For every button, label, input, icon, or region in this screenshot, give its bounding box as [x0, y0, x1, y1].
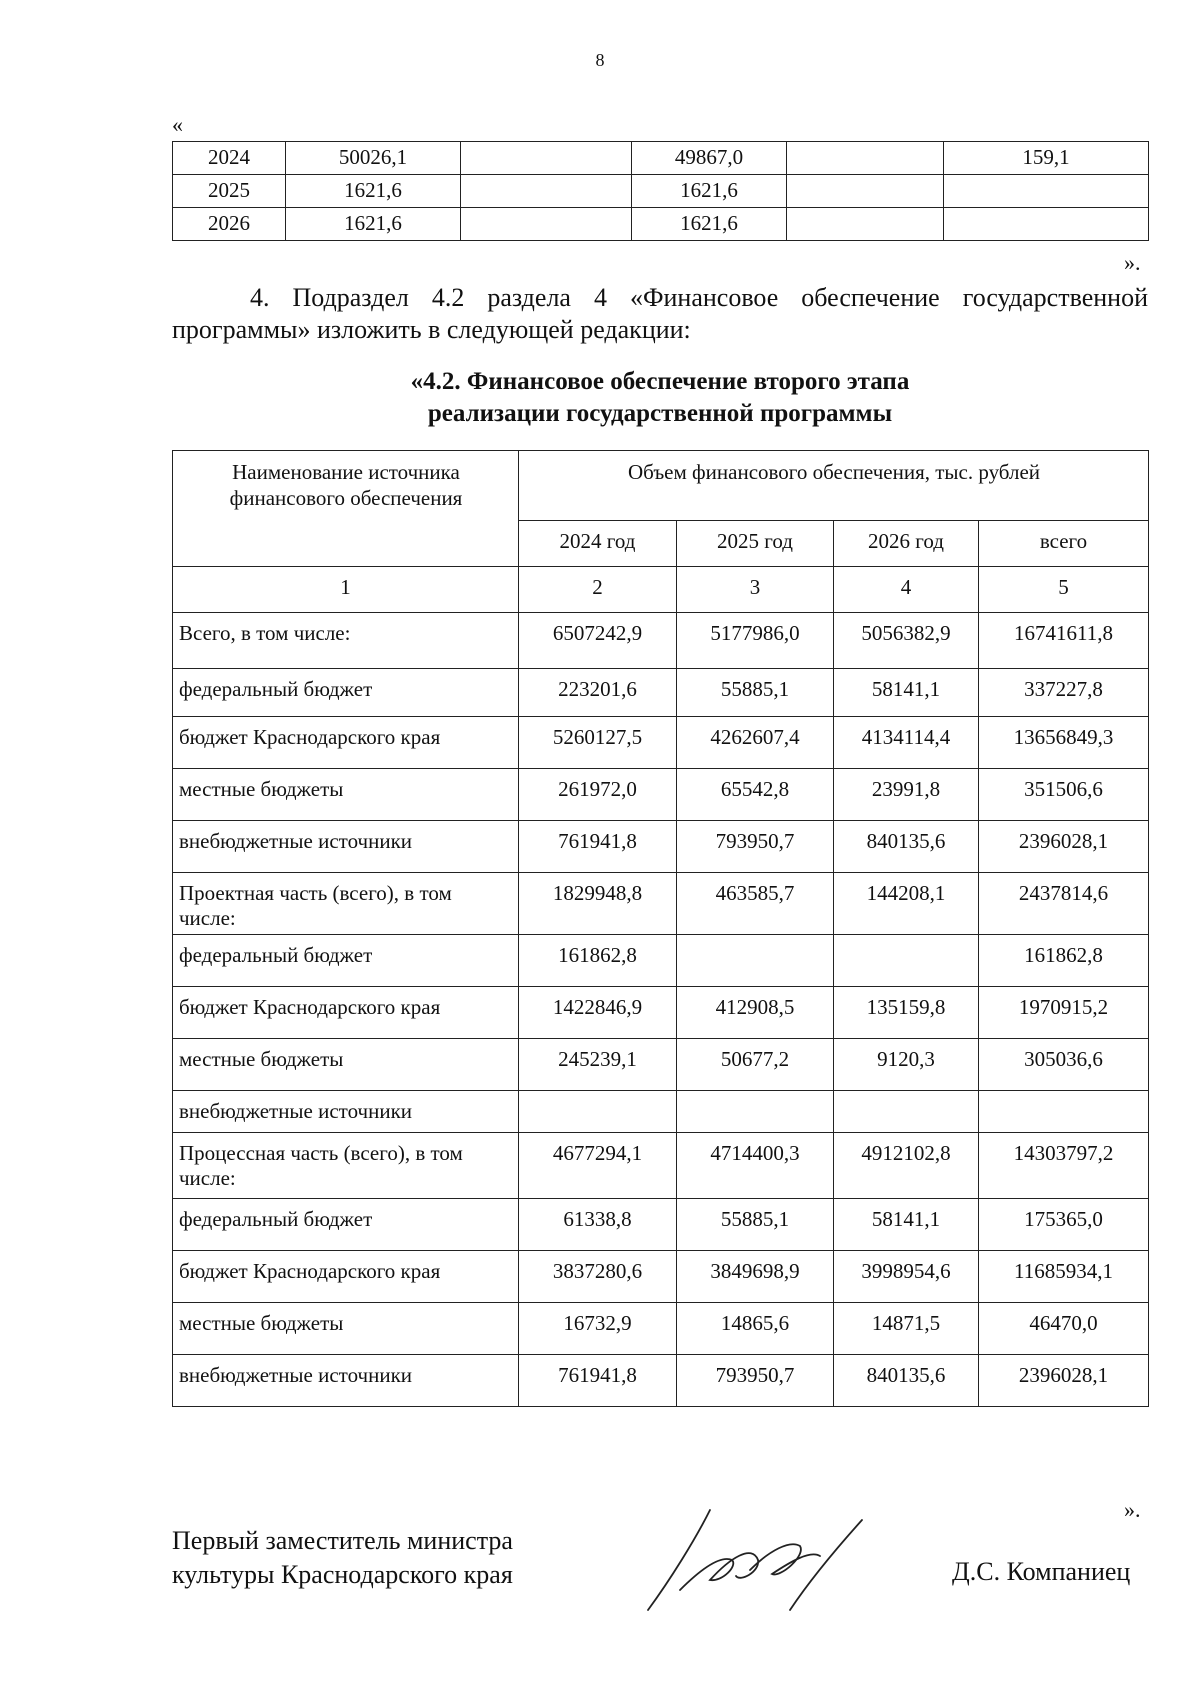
table-row — [173, 1039, 1149, 1091]
handwritten-signature — [640, 1500, 870, 1620]
signatory-name: Д.С. Компаниец — [952, 1557, 1131, 1586]
value-cell: 50677,2 — [677, 1039, 834, 1091]
value-cell — [677, 1091, 834, 1133]
table-cell — [787, 208, 944, 241]
value-cell: 1422846,9 — [519, 987, 677, 1039]
row-label: федеральный бюджет — [173, 935, 519, 987]
table-cell: 1621,6 — [286, 208, 461, 241]
value-cell: 55885,1 — [677, 669, 834, 717]
value-cell: 245239,1 — [519, 1039, 677, 1091]
table-cell — [461, 142, 632, 175]
value-cell — [677, 935, 834, 987]
value-cell: 5177986,0 — [677, 613, 834, 669]
value-cell: 1829948,8 — [519, 873, 677, 935]
header-source: Наименование источника финансового обеспечения — [173, 451, 519, 567]
value-cell: 16741611,8 — [979, 613, 1149, 669]
value-cell: 4714400,3 — [677, 1133, 834, 1199]
signatory-title-line-2: культуры Краснодарского края — [172, 1560, 513, 1589]
table-cell: 50026,1 — [286, 142, 461, 175]
value-cell: 2396028,1 — [979, 821, 1149, 873]
table-row — [173, 769, 1149, 821]
value-cell — [979, 1091, 1149, 1133]
value-cell: 6507242,9 — [519, 613, 677, 669]
heading-line-1: «4.2. Финансовое обеспечение второго этапа — [410, 368, 910, 395]
value-cell — [834, 935, 979, 987]
table-cell: 49867,0 — [632, 142, 787, 175]
column-number: 4 — [834, 567, 979, 613]
value-cell: 13656849,3 — [979, 717, 1149, 769]
financing-table — [172, 450, 1149, 1407]
row-label: местные бюджеты — [173, 1303, 519, 1355]
value-cell: 1970915,2 — [979, 987, 1149, 1039]
section-heading — [172, 366, 1148, 430]
table-cell: 1621,6 — [286, 175, 461, 208]
column-number: 2 — [519, 567, 677, 613]
table-row — [173, 1133, 1149, 1199]
value-cell: 58141,1 — [834, 1199, 979, 1251]
value-cell: 175365,0 — [979, 1199, 1149, 1251]
table-cell: 1621,6 — [632, 208, 787, 241]
table-row — [173, 669, 1149, 717]
value-cell: 3998954,6 — [834, 1251, 979, 1303]
table-cell — [787, 175, 944, 208]
value-cell: 65542,8 — [677, 769, 834, 821]
row-label: внебюджетные источники — [173, 1091, 519, 1133]
value-cell: 840135,6 — [834, 1355, 979, 1407]
table-cell — [787, 142, 944, 175]
row-label: бюджет Краснодарского края — [173, 987, 519, 1039]
value-cell: 23991,8 — [834, 769, 979, 821]
signatory-title — [172, 1524, 513, 1592]
table-row — [173, 873, 1149, 935]
column-number-row — [173, 567, 1149, 613]
value-cell: 161862,8 — [979, 935, 1149, 987]
value-cell: 223201,6 — [519, 669, 677, 717]
value-cell: 46470,0 — [979, 1303, 1149, 1355]
table-row — [173, 208, 1149, 241]
table-cell — [944, 208, 1149, 241]
table-cell — [461, 175, 632, 208]
value-cell: 761941,8 — [519, 1355, 677, 1407]
table-cell: 2025 — [173, 175, 286, 208]
table-cell: 2024 — [173, 142, 286, 175]
table-cell — [461, 208, 632, 241]
value-cell: 4262607,4 — [677, 717, 834, 769]
value-cell: 55885,1 — [677, 1199, 834, 1251]
row-label: бюджет Краснодарского края — [173, 1251, 519, 1303]
page-number: 8 — [595, 50, 605, 70]
row-label: бюджет Краснодарского края — [173, 717, 519, 769]
row-label: местные бюджеты — [173, 769, 519, 821]
table-row — [173, 717, 1149, 769]
value-cell: 11685934,1 — [979, 1251, 1149, 1303]
heading-line-2: реализации государственной программы — [427, 400, 893, 427]
value-cell: 2396028,1 — [979, 1355, 1149, 1407]
closing-quote: ». — [1124, 1497, 1141, 1522]
table-row — [173, 821, 1149, 873]
value-cell: 5056382,9 — [834, 613, 979, 669]
value-cell: 261972,0 — [519, 769, 677, 821]
value-cell: 58141,1 — [834, 669, 979, 717]
row-label: внебюджетные источники — [173, 821, 519, 873]
value-cell: 793950,7 — [677, 821, 834, 873]
value-cell: 4677294,1 — [519, 1133, 677, 1199]
row-label: Проектная часть (всего), в том числе: — [173, 873, 519, 935]
row-label: местные бюджеты — [173, 1039, 519, 1091]
value-cell: 3837280,6 — [519, 1251, 677, 1303]
row-label: внебюджетные источники — [173, 1355, 519, 1407]
header-year-2026: 2026 год — [834, 521, 979, 567]
value-cell: 161862,8 — [519, 935, 677, 987]
row-label: Всего, в том числе: — [173, 613, 519, 669]
row-label: федеральный бюджет — [173, 669, 519, 717]
value-cell: 16732,9 — [519, 1303, 677, 1355]
amendment-paragraph — [172, 282, 1148, 346]
value-cell: 305036,6 — [979, 1039, 1149, 1091]
table-row — [173, 1091, 1149, 1133]
value-cell: 135159,8 — [834, 987, 979, 1039]
table-row — [173, 935, 1149, 987]
opening-quote: « — [172, 112, 183, 137]
column-number: 5 — [979, 567, 1149, 613]
value-cell: 144208,1 — [834, 873, 979, 935]
column-number: 1 — [173, 567, 519, 613]
table-cell: 159,1 — [944, 142, 1149, 175]
table-header-row — [173, 451, 1149, 521]
table-row — [173, 142, 1149, 175]
header-volume: Объем финансового обеспечения, тыс. рублей — [519, 451, 1149, 521]
value-cell: 14865,6 — [677, 1303, 834, 1355]
header-year-2024: 2024 год — [519, 521, 677, 567]
value-cell — [834, 1091, 979, 1133]
table-row — [173, 175, 1149, 208]
value-cell: 351506,6 — [979, 769, 1149, 821]
row-label: Процессная часть (всего), в том числе: — [173, 1133, 519, 1199]
value-cell: 412908,5 — [677, 987, 834, 1039]
continuation-table — [172, 141, 1149, 241]
closing-quote: ». — [1124, 250, 1141, 275]
header-total: всего — [979, 521, 1149, 567]
value-cell: 9120,3 — [834, 1039, 979, 1091]
value-cell — [519, 1091, 677, 1133]
value-cell: 14303797,2 — [979, 1133, 1149, 1199]
value-cell: 3849698,9 — [677, 1251, 834, 1303]
value-cell: 5260127,5 — [519, 717, 677, 769]
table-row — [173, 987, 1149, 1039]
value-cell: 761941,8 — [519, 821, 677, 873]
row-label: федеральный бюджет — [173, 1199, 519, 1251]
table-row — [173, 1355, 1149, 1407]
table-row — [173, 613, 1149, 669]
signatory-title-line-1: Первый заместитель министра — [172, 1526, 513, 1555]
value-cell: 61338,8 — [519, 1199, 677, 1251]
table-row — [173, 1199, 1149, 1251]
table-cell: 1621,6 — [632, 175, 787, 208]
table-cell: 2026 — [173, 208, 286, 241]
table-row — [173, 1303, 1149, 1355]
amendment-text: 4. Подраздел 4.2 раздела 4 «Финансовое обеспечение государственной программы» изложить в следующей редакции: — [172, 283, 1148, 344]
value-cell: 840135,6 — [834, 821, 979, 873]
header-year-2025: 2025 год — [677, 521, 834, 567]
value-cell: 793950,7 — [677, 1355, 834, 1407]
value-cell: 337227,8 — [979, 669, 1149, 717]
value-cell: 2437814,6 — [979, 873, 1149, 935]
column-number: 3 — [677, 567, 834, 613]
table-row — [173, 1251, 1149, 1303]
table-cell — [944, 175, 1149, 208]
value-cell: 4134114,4 — [834, 717, 979, 769]
value-cell: 14871,5 — [834, 1303, 979, 1355]
value-cell: 463585,7 — [677, 873, 834, 935]
value-cell: 4912102,8 — [834, 1133, 979, 1199]
